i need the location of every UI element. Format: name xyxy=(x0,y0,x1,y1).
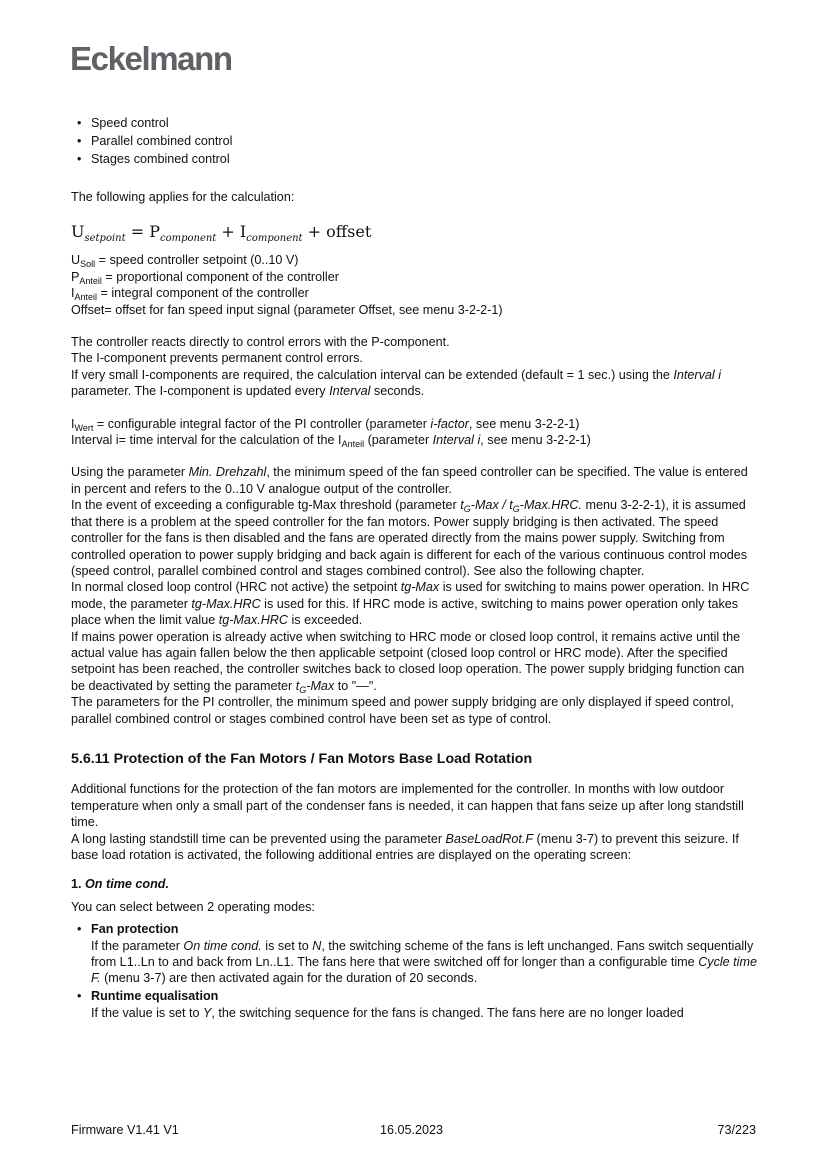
definition-offset: Offset= offset for fan speed input signal (parameter Offset, see menu 3-2-2-1) xyxy=(71,302,503,317)
footer-firmware: Firmware V1.41 V1 xyxy=(71,1123,179,1137)
i-wert-definition: $I_{Wert}$ = configurable integral factor of the PI controller (parameter i-factor, see menu 3-2-2-1) xyxy=(71,416,580,433)
definition-u-soll: $U_{Soll}$ = speed controller setpoint (0..10 V) xyxy=(71,253,299,270)
calculation-intro: The following applies for the calculation: xyxy=(71,190,295,205)
footer-date: 16.05.2023 xyxy=(380,1123,444,1137)
control-modes-list xyxy=(71,115,761,167)
hrc-paragraph: In normal closed loop control (HRC not active) the setpoint tg-Max is used for switching to mains power operation. In HRC mode, the parameter tg-Max.HRC is used for this. If HRC mode is active, switching to mains power operation only takes place when the limit value tg-Max.HRC is exceeded. xyxy=(71,580,750,628)
p-component-text: The controller reacts directly to control errors with the P-component. xyxy=(71,335,450,350)
base-load-paragraph: A long lasting standstill time can be prevented using the parameter BaseLoadRot.F (menu 3-7) to prevent this seizure. If base load rotation is activated, the following additional entries are displayed on the operating screen: xyxy=(71,831,739,862)
i-component-text: The I-component prevents permanent control errors. xyxy=(71,351,363,366)
setpoint-formula: $U_{setpoint} = P_{component} + I_{component}$ + offset xyxy=(71,221,372,244)
runtime-equalisation-text: If the value is set to Y, the switching sequence for the fans is changed. The fans here are no longer loaded xyxy=(91,1005,684,1020)
operating-modes-intro: You can select between 2 operating modes: xyxy=(71,899,315,914)
list-item: • Speed control xyxy=(71,115,761,131)
interval-text: If very small I-components are required, the calculation interval can be extended (default = 1 sec.) using the Interval i parameter. The I-component is updated every Interval seconds. xyxy=(71,367,721,399)
mains-power-paragraph: If mains power operation is already active when switching to HRC mode or closed loop control, it remains active until the actual value has again fallen below the then applicable setpoint (closed loop control or HRC mode). After the specified setpoint has been reached, the controller switches back to closed loop operation. The power supply bridging function can be deactivated by setting the parameter $t_G$-Max to "—". xyxy=(71,629,745,695)
list-item-runtime-equalisation xyxy=(71,988,761,1021)
tg-max-paragraph: In the event of exceeding a configurable tg-Max threshold (parameter $t_G$-Max / $t_G-Max.HRC$. menu 3-2-2-1), it is assumed that there is a problem at the speed controller for the fan motors. Power supply bridging is then activated. The speed controller for the fans is then disabled and the fans are operated directly from the mains power supply. Switching from controlled operation to power supply bridging and back again is different for each of the various continuous control modes (speed control, parallel combined control and stages combined control). See also the following chapter. xyxy=(71,498,748,578)
pi-parameters-paragraph: The parameters for the PI controller, the minimum speed and power supply bridging are only displayed if speed control, parallel combined control or stages combined control have been set as type of control. xyxy=(71,695,734,726)
min-speed-paragraph: Using the parameter Min. Drehzahl, the minimum speed of the fan speed controller can be specified. The value is entered in percent and refers to the 0..10 V analogue output of the controller. xyxy=(71,465,748,496)
fan-protection-text: If the parameter On time cond. is set to N, the switching scheme of the fans is left unchanged. Fans switch sequentially from L1..Ln to and back from Ln..L1. The fans here that were switched off for longer than a configurable time Cycle time F. (menu 3-7) are then activated again for the duration of 20 seconds. xyxy=(91,938,757,986)
list-item: • Parallel combined control xyxy=(71,133,761,149)
footer-page-number: 73/223 xyxy=(717,1123,756,1137)
definition-p-anteil: $P_{Anteil}$ = proportional component of the controller xyxy=(71,269,339,286)
section-heading: 5.6.11 Protection of the Fan Motors / Fan Motors Base Load Rotation xyxy=(71,750,533,767)
interval-i-definition: Interval i= time interval for the calculation of the $I_{Anteil}$ (parameter Interval i, see menu 3-2-2-1) xyxy=(71,433,591,450)
fan-protection-title: • Fan protection xyxy=(91,922,179,937)
definition-i-anteil: $I_{Anteil}$ = integral component of the controller xyxy=(71,286,309,303)
page-content xyxy=(71,115,761,1023)
list-item-fan-protection xyxy=(71,921,761,987)
operating-modes-list xyxy=(71,921,761,1021)
runtime-equalisation-title: • Runtime equalisation xyxy=(91,989,219,1004)
on-time-cond-heading: 1. On time cond. xyxy=(71,877,169,892)
list-item: • Stages combined control xyxy=(71,151,761,167)
eckelmann-logo: Eckelmann xyxy=(70,40,232,77)
protection-paragraph: Additional functions for the protection of the fan motors are implemented for the controller. In months with low outdoor temperature when only a small part of the condenser fans is needed, it can happen that fans seize up after long standstill time. xyxy=(71,782,744,830)
